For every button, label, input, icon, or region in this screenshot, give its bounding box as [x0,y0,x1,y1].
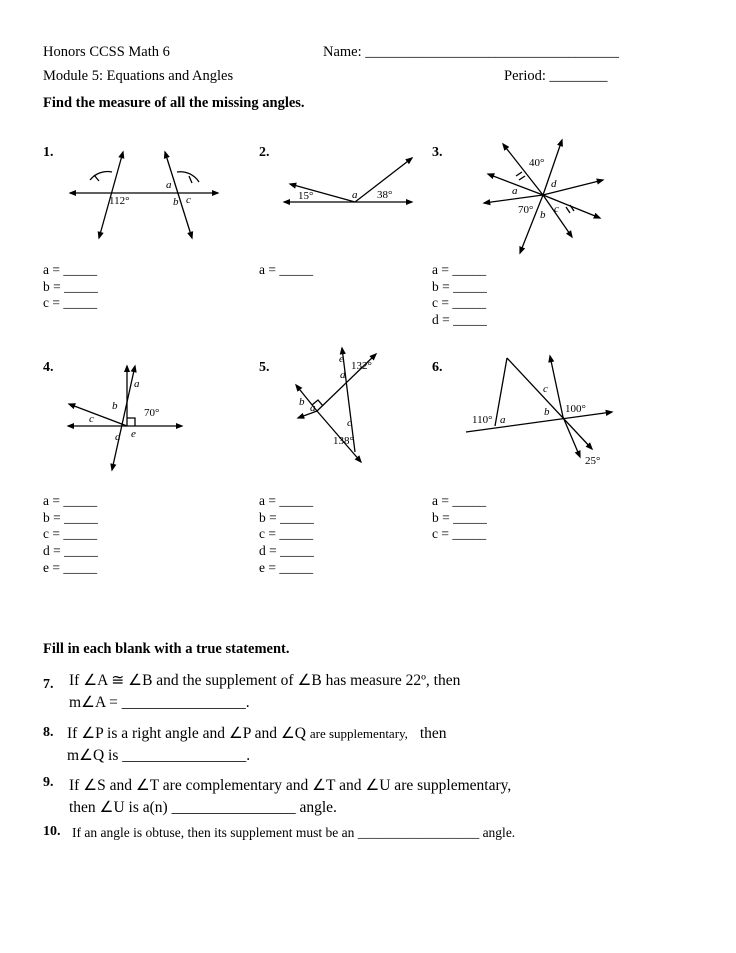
answer-4c[interactable]: c = _____ [43,526,98,542]
figure-5-e: e [339,353,344,365]
q7-line1: If ∠A ≅ ∠B and the supplement of ∠B has measure 22º, then [69,672,461,689]
figure-3-70: 70° [518,204,534,216]
figure-6-100: 100° [565,403,586,415]
figure-1-b: b [173,196,179,208]
q10-number: 10. [43,824,61,839]
q7-line2[interactable]: m∠A = ________________. [69,694,250,711]
answer-3c[interactable]: c = _____ [432,295,487,311]
figure-2-38: 38° [377,189,393,201]
figure-4-c: c [89,413,94,425]
figure-1-a: a [166,179,172,191]
answer-5a[interactable]: a = _____ [259,493,314,508]
q8-text [67,723,447,767]
figure-6-a: a [500,414,506,426]
period-field[interactable]: Period: ________ [504,68,608,84]
problem-3-number: 3. [432,145,443,160]
figure-4-b: b [112,400,118,412]
q8-part3: then [419,725,447,742]
figure-3-b: b [540,209,546,221]
figure-6-25: 25° [585,455,601,467]
figure-3-a: a [512,185,518,197]
section2-instruction: Fill in each blank with a true statement. [43,641,290,657]
answer-1c[interactable]: c = _____ [43,295,98,311]
figure-3-c: c [554,203,559,215]
figure-6-b: b [544,406,550,418]
answer-5c[interactable]: c = _____ [259,526,314,542]
problem-3-answers[interactable] [432,262,487,329]
figure-1-c: c [186,194,191,206]
q9-number: 9. [43,775,54,790]
problem-6-answers[interactable] [432,493,487,543]
q9-line1: If ∠S and ∠T are complementary and ∠T and ∠U are supplementary, [69,777,512,794]
figure-4-a: a [134,378,140,390]
figure-5-b: b [299,396,305,408]
problem-1-number: 1. [43,145,54,160]
figure-1-112: 112° [109,195,130,207]
answer-5d[interactable]: d = _____ [259,543,314,559]
answer-5b[interactable]: b = _____ [259,509,314,525]
q8-part2: are supplementary, [309,726,408,741]
figure-3-40: 40° [529,157,545,169]
q8-line2[interactable]: m∠Q is ________________. [67,747,251,764]
figure-4-d: d [115,431,121,443]
q7-number: 7. [43,677,54,692]
figure-2-15: 15° [298,190,314,202]
figure-5-c: c [347,417,352,429]
figure-6-c: c [543,383,548,395]
answer-3d[interactable]: d = _____ [432,312,487,328]
figure-2-a: a [352,189,358,201]
problem-2-number: 2. [259,145,270,160]
q8-part1: If ∠P is a right angle and ∠P and ∠Q [67,725,306,742]
answer-3b[interactable]: b = _____ [432,278,487,294]
problem-6-number: 6. [432,360,443,375]
problem-4-number: 4. [43,360,54,375]
answer-3a[interactable]: a = _____ [432,262,487,277]
figure-5-a: a [310,402,316,414]
module-title: Module 5: Equations and Angles [43,68,234,84]
q7-text [69,670,460,714]
answer-5e[interactable]: e = _____ [259,559,314,575]
answer-4d[interactable]: d = _____ [43,543,98,559]
figure-3-d: d [551,178,557,190]
problem-2-answers[interactable] [259,262,313,279]
answer-2a[interactable]: a = _____ [259,262,314,277]
q8-line1 [67,723,447,745]
problem-4-answers[interactable] [43,493,98,577]
problem-1-answers[interactable] [43,262,98,312]
answer-6b[interactable]: b = _____ [432,509,487,525]
problem-5-number: 5. [259,360,270,375]
name-field[interactable]: Name: ___________________________________ [323,44,620,60]
answer-6a[interactable]: a = _____ [432,493,487,508]
section1-instruction: Find the measure of all the missing angles. [43,95,305,111]
answer-1b[interactable]: b = _____ [43,278,98,294]
answer-4e[interactable]: e = _____ [43,559,98,575]
figure-5-138: 138° [333,435,354,447]
figure-4-70: 70° [144,407,160,419]
q9-text [69,775,511,819]
q10-text[interactable]: If an angle is obtuse, then its supplement must be an __________________ angle. [72,825,516,840]
answer-1a[interactable]: a = _____ [43,262,98,277]
answer-6c[interactable]: c = _____ [432,526,487,542]
q8-number: 8. [43,725,54,740]
q9-line2[interactable]: then ∠U is a(n) ________________ angle. [69,799,337,816]
answer-4b[interactable]: b = _____ [43,509,98,525]
figure-4-e: e [131,428,136,440]
figure-5-d: d [340,369,346,381]
figure-5-132: 132° [351,360,372,372]
problem-5-answers[interactable] [259,493,314,577]
answer-4a[interactable]: a = _____ [43,493,98,508]
figure-6-110: 110° [472,414,493,426]
course-title: Honors CCSS Math 6 [43,44,170,60]
